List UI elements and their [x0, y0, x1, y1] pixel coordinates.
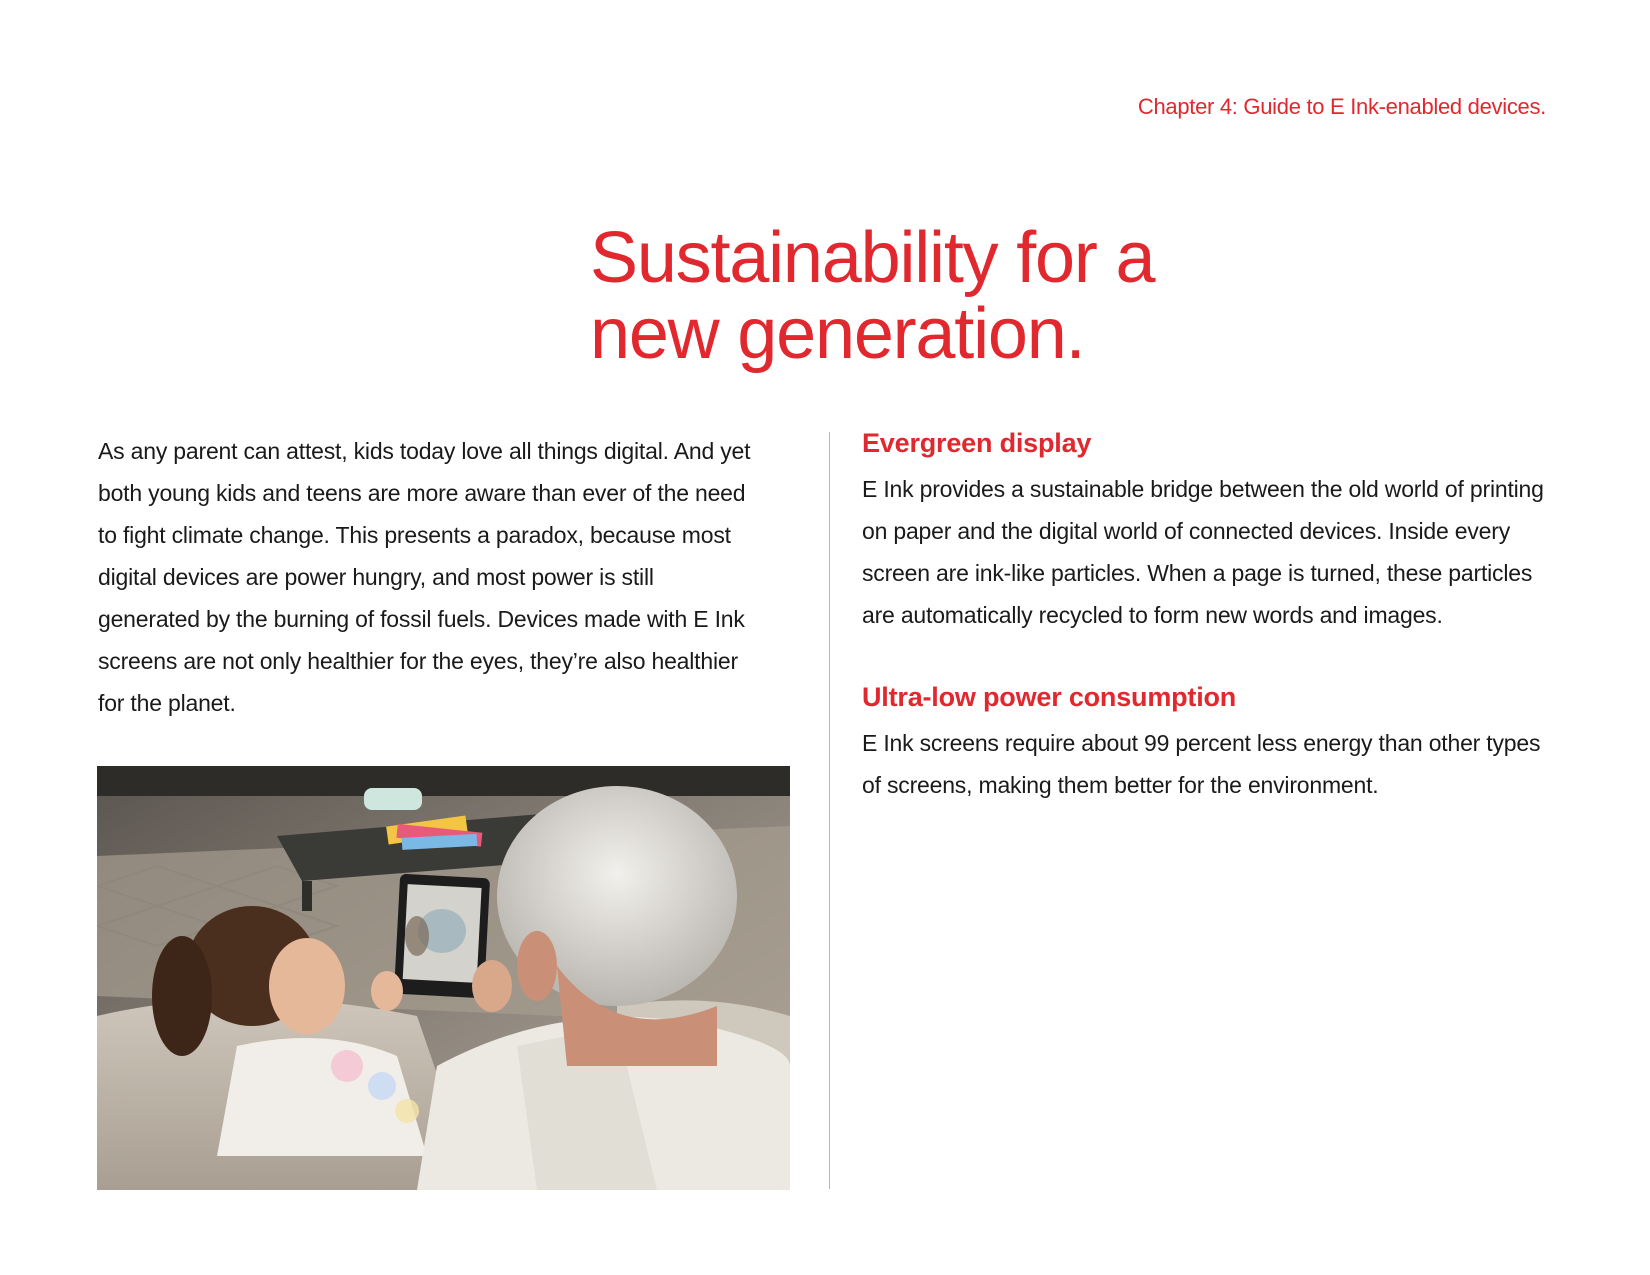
page-title-line-1: Sustainability for a [590, 218, 1155, 298]
intro-paragraph: As any parent can attest, kids today love all things digital. And yet both young kids and teens are more aware than ever of the need to fight climate change. This presents a paradox, because most digital devices are power hungry, and most power is still generated by the burning of fossil fuels. Devices made with E Ink screens are not only healthier for the eyes, they’re also healthier for the planet. [98, 438, 751, 716]
column-divider [829, 432, 830, 1189]
grandparent-child-ereader-photo [97, 766, 790, 1190]
page-title-line-2: new generation. [590, 294, 1085, 374]
section-body: E Ink screens require about 99 percent less energy than other types of screens, making them better for the environment. [862, 730, 1541, 798]
section-heading: Ultra-low power consumption [862, 682, 1237, 712]
feature-column [862, 424, 1562, 848]
chapter-header: Chapter 4: Guide to E Ink-enabled devices. [1137, 94, 1546, 119]
section-evergreen-display [862, 424, 1562, 636]
section-body: E Ink provides a sustainable bridge between the old world of printing on paper and the digital world of connected devices. Inside every screen are ink-like particles. When a page is turned, these particles are automatically recycled to form new words and images. [862, 476, 1544, 628]
page-title [590, 220, 1154, 372]
section-heading: Evergreen display [862, 428, 1092, 458]
section-ultra-low-power [862, 678, 1562, 806]
